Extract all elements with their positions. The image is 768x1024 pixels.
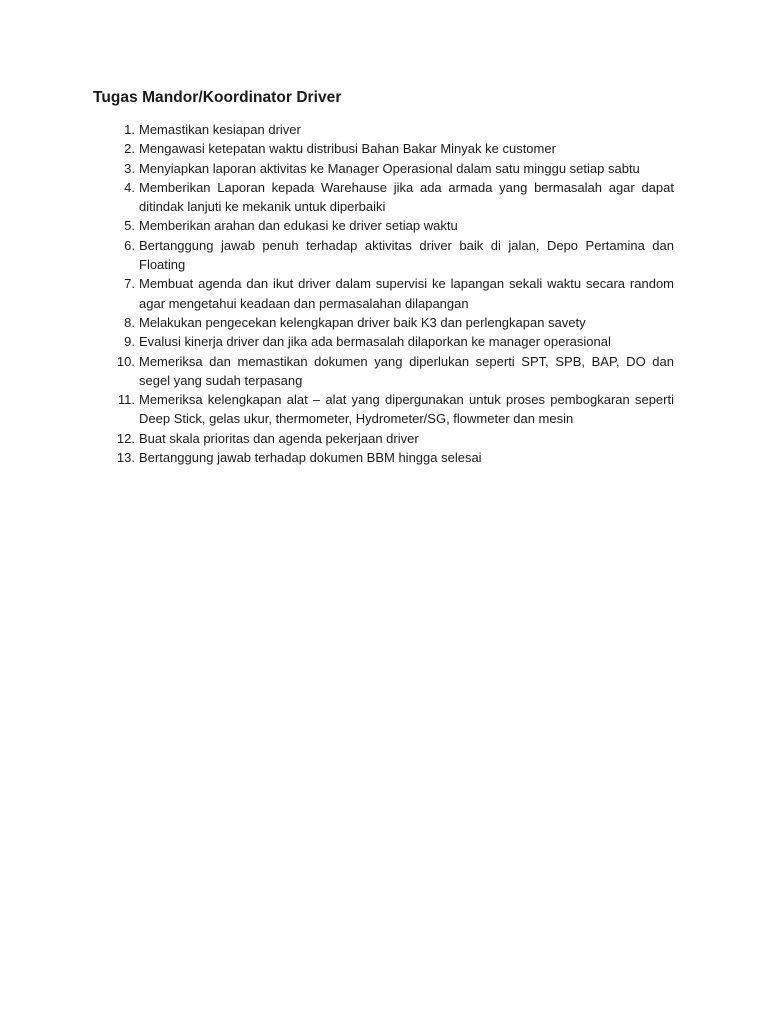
list-item <box>105 429 674 448</box>
list-item <box>105 120 674 139</box>
item-text: Mengawasi ketepatan waktu distribusi Bahan Bakar Minyak ke customer <box>139 141 556 157</box>
list-item <box>105 313 674 332</box>
item-number: 7. <box>124 276 135 292</box>
item-number: 6. <box>124 237 135 253</box>
list-item <box>105 448 674 467</box>
item-text: Memberikan arahan dan edukasi ke driver setiap waktu <box>139 218 458 234</box>
item-number: 8. <box>124 314 135 330</box>
item-text: Memeriksa kelengkapan alat – alat yang dipergunakan untuk proses pembogkaran seperti Deep Stick, gelas ukur, thermometer, Hydrometer/SG, flowmeter dan mesin <box>139 392 674 427</box>
item-number: 2. <box>124 141 135 157</box>
item-number: 3. <box>124 160 135 176</box>
item-text: Menyiapkan laporan aktivitas ke Manager Operasional dalam satu minggu setiap sabtu <box>139 160 640 176</box>
item-number: 4. <box>124 179 135 195</box>
item-text: Memeriksa dan memastikan dokumen yang diperlukan seperti SPT, SPB, BAP, DO dan segel yang sudah terpasang <box>139 353 674 388</box>
item-text: Evalusi kinerja driver dan jika ada bermasalah dilaporkan ke manager operasional <box>139 334 611 350</box>
item-number: 13. <box>116 450 135 466</box>
item-text: Memastikan kesiapan driver <box>139 122 301 137</box>
item-text: Bertanggung jawab terhadap dokumen BBM hingga selesai <box>139 450 482 466</box>
item-text: Melakukan pengecekan kelengkapan driver baik K3 dan perlengkapan savety <box>139 314 586 330</box>
item-text: Memberikan Laporan kepada Warehause jika ada armada yang bermasalah agar dapat ditindak lanjuti ke mekanik untuk diperbaiki <box>139 179 674 215</box>
list-item <box>105 274 674 313</box>
list-item <box>105 216 674 235</box>
list-item <box>105 159 674 178</box>
item-number: 5. <box>124 218 135 234</box>
list-item <box>105 139 674 158</box>
item-text: Buat skala prioritas dan agenda pekerjaan driver <box>139 430 419 446</box>
item-text: Membuat agenda dan ikut driver dalam supervisi ke lapangan sekali waktu secara random agar mengetahui keadaan dan permasalahan dilapangan <box>139 276 674 311</box>
item-number: 12. <box>116 430 135 446</box>
task-list <box>105 120 674 467</box>
list-item <box>105 390 674 429</box>
item-number: 1. <box>124 122 135 137</box>
list-item <box>105 332 674 351</box>
item-number: 11. <box>117 392 135 408</box>
document-title: Tugas Mandor/Koordinator Driver <box>93 89 342 106</box>
item-text: Bertanggung jawab penuh terhadap aktivitas driver baik di jalan, Depo Pertamina dan Floating <box>139 237 674 273</box>
list-item <box>105 352 674 391</box>
list-item <box>105 178 674 217</box>
list-item <box>105 236 674 275</box>
item-number: 9. <box>124 334 135 350</box>
item-number: 10. <box>116 353 135 369</box>
